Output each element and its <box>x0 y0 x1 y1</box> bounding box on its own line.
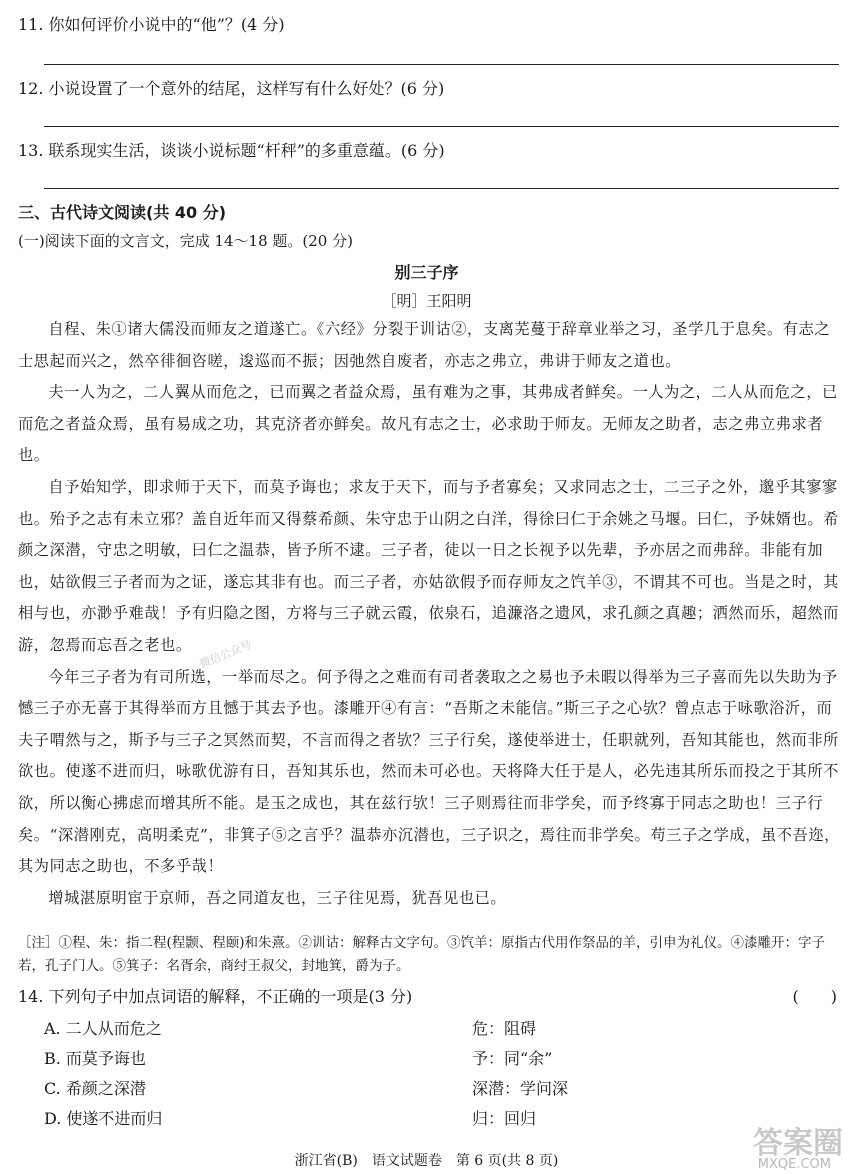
essay-title: 别三子序 <box>394 263 459 282</box>
site-watermark: 答案圈 <box>753 1126 843 1161</box>
section-title: 三、古代诗文阅读(共 40 分) <box>18 203 227 222</box>
option-b: B. 而莫予诲也 <box>44 1049 146 1068</box>
option-b-explanation: 予：同“余” <box>472 1049 553 1068</box>
annotation-note: ［注］①程、朱：指二程(程颢、程颐)和朱熹。②训诂：解释古文字句。③饩羊：原指古代用作祭品的羊，引申为礼仪。④漆雕开：字子若，孔子门人。⑤箕子：名胥余，商纣王叔父，封地箕，爵为子。 <box>18 935 826 974</box>
answer-line <box>44 64 839 65</box>
question-11: 11. 你如何评价小说中的“他”？(4 分) <box>18 15 285 34</box>
answer-bracket: ( ) <box>792 987 837 1006</box>
paragraph: 自程、朱①诸大儒没而师友之道遂亡。《六经》分裂于训诂②，支离芜蔓于辞章业举之习，圣学几于息矣。有志之士思起而兴之，然卒徘徊咨嗟，逡巡而不振；因弛然自废者，亦志之弗立，弗讲于师友之道也。 <box>18 320 831 370</box>
question-12: 12. 小说设置了一个意外的结尾，这样写有什么好处？(6 分) <box>18 79 445 98</box>
sub-section-instruction: (一)阅读下面的文言文，完成 14～18 题。(20 分) <box>18 232 353 250</box>
paragraph: 增城湛原明宦于京师，吾之同道友也，三子往见焉，犹吾见也已。 <box>48 888 507 907</box>
paragraph: 夫一人为之，二人翼从而危之，已而翼之者益众焉，虽有难为之事，其弗成者鲜矣。一人为之，二人从而危之，已而危之者益众焉，虽有易成之功，其克济者亦鲜矣。故凡有志之士，必求助于师友。无师友之助者，志之弗立弗求者也。 <box>18 383 838 465</box>
option-c-explanation: 深潜：学问深 <box>472 1079 569 1098</box>
site-watermark-url: MXQE.COM <box>757 1157 831 1172</box>
essay-author: ［明］王阳明 <box>381 292 472 310</box>
page-footer: 浙江省(B) 语文试题卷 第 6 页(共 8 页) <box>294 1153 559 1169</box>
paragraph: 自予始知学，即求师于天下，而莫予诲也；求友于天下，而与予者寡矣；又求同志之士，二三子之外，邈乎其寥寥也。殆予之志有未立邪？盖自近年而又得蔡希颜、朱守忠于山阴之白洋，得徐曰仁于余姚之马堰。曰仁，予妹婿也。希颜之深潜，守忠之明敏，曰仁之温恭，皆予所不逮。三子者，徒以一日之长视予以先辈，予亦居之而弗辞。非能有加也，姑欲假三子者而为之证，遂忘其非有也。而三子者，亦姑欲假予而存师友之饩羊③，不谓其不可也。当是之时，其相与也，亦渺乎难哉！予有归隐之图，方将与三子就云霞，依泉石，追濂洛之遗风，求孔颜之真趣；洒然而乐，超然而游，忽焉而忘吾之老也。 <box>18 477 839 654</box>
question-14-stem: 14. 下列句子中加点词语的解释，不正确的一项是(3 分) <box>18 987 413 1006</box>
essay-body <box>18 314 840 914</box>
paragraph: 今年三子者为有司所选，一举而尽之。何予得之之难而有司者袭取之之易也予未暇以得举为三子喜而先以失助为予憾三子亦无喜于其得举而方且憾于其去予也。漆雕开④有言：“吾斯之未能信。”斯三子之心欤？曾点志于咏歌浴沂，而夫子喟然与之，斯予与三子之冥然而契，不言而得之者欤？三子行矣，遂使举进士，任职就列，吾知其能也，然而非所欲也。使遂不进而归，咏歌优游有日，吾知其乐也，然而未可必也。天将降大任于是人，必先违其所乐而投之于其所不欲，所以衡心拂虑而增其所不能。是玉之成也，其在兹行欤！三子则焉往而非学矣，而予终寡于同志之助也！三子行矣。“深潜刚克，高明柔克”，非箕子⑤之言乎？温恭亦沉潜也，三子识之，焉往而非学矣。苟三子之学成，虽不吾迩，其为同志之助也，不多乎哉！ <box>18 667 840 876</box>
stamp-watermark: 微信公众号 <box>197 638 254 671</box>
option-a-explanation: 危：阻碍 <box>472 1019 537 1038</box>
answer-line <box>44 126 839 127</box>
option-d: D. 使遂不进而归 <box>44 1109 163 1128</box>
question-13: 13. 联系现实生活，谈谈小说标题“杆秤”的多重意蕴。(6 分) <box>18 141 445 160</box>
option-d-explanation: 归：回归 <box>472 1109 537 1128</box>
answer-line <box>44 188 839 189</box>
option-a: A. 二人从而危之 <box>44 1019 162 1038</box>
option-c: C. 希颜之深潜 <box>44 1079 146 1098</box>
